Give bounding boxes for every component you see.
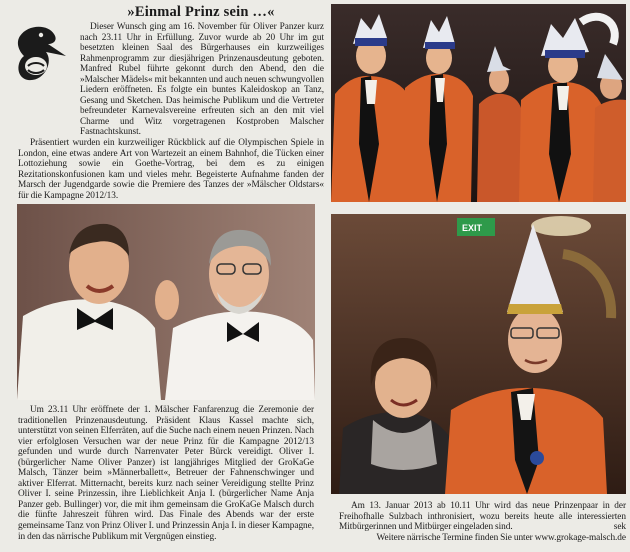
photo-elferrat-group: [331, 4, 626, 202]
more-info-prefix: Weitere närrische Termine finden Sie unter: [376, 532, 535, 543]
headline: »Einmal Prinz sein …«: [127, 4, 275, 20]
caption-right: Am 13. Januar 2013 ab 10.11 Uhr wird das neue Prinzenpaar in der Freihofhalle Sulzbach inthronisiert, wozu bereits heute alle interessierten Mitbürgerinnen und Mitbürger eingeladen sind.: [339, 501, 626, 533]
more-info-line: [339, 533, 626, 544]
intro-paragraph: Dieser Wunsch ging am 16. November für Oliver Panzer kurz nach 23.11 Uhr in Erfüllung. Zuvor wurde ab 20 Uhr im gut besetzten kleinen Saal des Bürgerhauses ein kurzweiliges Rahmenprogramm zur diesjährigen Prinzenausdeutung geboten. Manfred Rubel führte gekonnt durch den Abend, den die »Malscher Mädels« mit bekannten und auch neuen schwungvollen Liedern eröffneten. Es folgte ein buntes Kaleidoskop an Tanz, Gesang und Sketchen. Das heimische Publikum und die Vertreter befreundeter Karnevalsvereine erfreuten sich an den mit viel Charme und Witz vorgetragenen Kostproben Malscher Fastnachtskunst.: [80, 22, 324, 138]
author-tag: sek: [613, 522, 626, 533]
paragraph-2: Präsentiert wurden ein kurzweiliger Rückblick auf die Olympischen Spiele in London, eine etwas andere Art von Wartezeit an einem Bahnhof, die Tücken einer Lottoziehung sowie ein Goethe-Vortrag, bei dem es zu einigen Rezitationskonfusionen kam und vieles mehr. Begeisterte Aufnahme fanden der Marsch der Jugendgarde sowie die Premiere des Tanzes der »Mälscher Oldstars« für die Kampagne 2012/13.: [18, 138, 324, 201]
exit-sign: EXIT: [462, 223, 483, 233]
article-text-bottom: [18, 405, 314, 542]
paragraph-3: Um 23.11 Uhr eröffnete der 1. Mälscher Fanfarenzug die Zeremonie der traditionellen Prinzenausdeutung. Präsident Klaus Kassel machte sich, unterstützt von seinen Elferräten, auf die Suche nach einem neuen Prinzen. Nach vier erfolglosen Versuchen war der neue Prinz für die Kampagne 2012/13 gefunden und wurde durch Narrenvater Peter Bürck vereidigt. Oliver I. (bürgerlicher Name Oliver Panzer) ist langjähriges Mitglied der GroKaGe Malsch, Tänzer beim »Männerballett«, Betreuer der Fahnenschwinger und aktiver Elferrat. Mitternacht, bereits kurz nach seiner Vereidigung stellte Prinz Oliver I. seine Prinzessin, ihre Lieblichkeit Anja I. (bürgerlicher Name Anja Panzer geb. Bullinger) vor, die mit ihm gemeinsam die GroKaGe Malsch durch die fünfte Jahreszeit führen wird. Das Finale des Abends war der erste gemeinsame Tanz von Prinz Oliver I. und Prinzessin Anja I. in dieser Kampagne, in den das närrische Publikum mit Vergnügen einstieg.: [18, 405, 314, 542]
photo-prince-and-president: [17, 204, 315, 400]
website-link[interactable]: www.grokage-malsch.de: [534, 532, 626, 543]
article-text-top: [18, 22, 324, 201]
right-caption: [339, 501, 626, 543]
photo-prince-couple: [331, 214, 626, 494]
